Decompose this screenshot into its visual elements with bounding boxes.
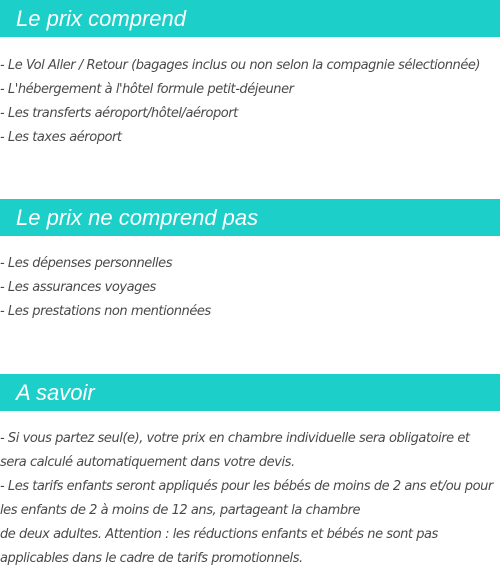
paragraph-line: sera calculé automatiquement dans votre devis. — [0, 455, 295, 470]
list-item: - L'hébergement à l'hôtel formule petit-déjeuner — [0, 82, 294, 97]
section-title-included: Le prix comprend — [16, 6, 186, 31]
list-item: - Le Vol Aller / Retour (bagages inclus ou non selon la compagnie sélectionnée) — [0, 58, 481, 73]
not-included-list — [0, 252, 500, 324]
section-title-to-know: A savoir — [16, 380, 95, 405]
paragraph-line: applicables dans le cadre de tarifs promotionnels. — [0, 551, 303, 566]
included-list — [0, 54, 500, 150]
section-title-not-included: Le prix ne comprend pas — [16, 205, 259, 230]
list-item: - Les dépenses personnelles — [0, 256, 173, 271]
paragraph-line: - Si vous partez seul(e), votre prix en chambre individuelle sera obligatoire et — [0, 431, 470, 446]
list-item: - Les assurances voyages — [0, 280, 156, 295]
to-know-text — [0, 427, 500, 571]
paragraph-line: - Les tarifs enfants seront appliqués pour les bébés de moins de 2 ans et/ou pour — [0, 479, 493, 494]
section-header-to-know — [0, 374, 500, 411]
list-item: - Les prestations non mentionnées — [0, 304, 211, 319]
paragraph-line: les enfants de 2 à moins de 12 ans, partageant la chambre — [0, 503, 361, 518]
section-header-included — [0, 0, 500, 37]
paragraph-line: de deux adultes. Attention : les réductions enfants et bébés ne sont pas — [0, 527, 438, 542]
section-header-not-included — [0, 199, 500, 236]
list-item: - Les transferts aéroport/hôtel/aéroport — [0, 106, 238, 121]
list-item: - Les taxes aéroport — [0, 130, 122, 145]
